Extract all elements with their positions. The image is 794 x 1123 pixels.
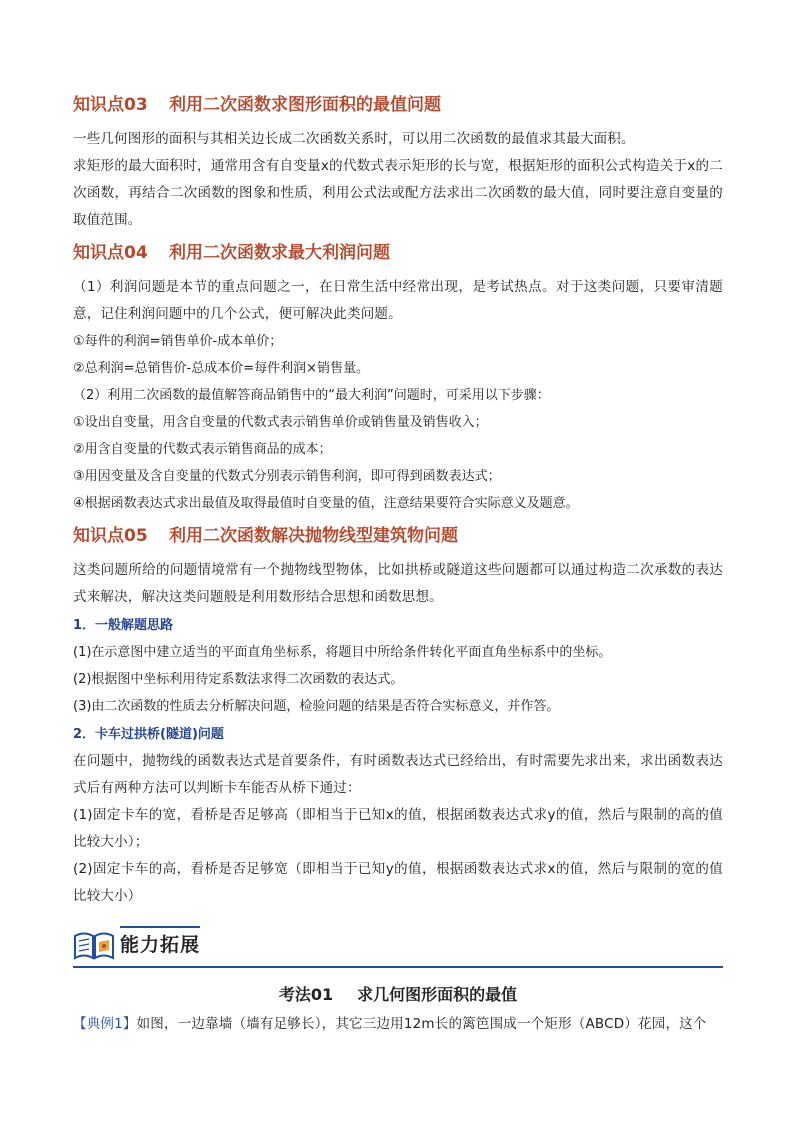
heading-number: 知识点05: [73, 526, 148, 546]
paragraph: 一些几何图形的面积与其相关边长成二次函数关系时，可以用二次函数的最值求其最大面积。: [73, 131, 635, 147]
list-item: ②用含自变量的代数式表示销售商品的成本；: [73, 442, 332, 457]
heading-number: 知识点04: [73, 243, 148, 263]
section-banner: [73, 924, 723, 968]
list-item: ④根据函数表达式求出最值及取得最值时自变量的值，注意结果要符合实际意义及题意。: [73, 496, 579, 511]
heading-k5: [73, 523, 723, 549]
list-item: (1)固定卡车的宽，看桥是否足够高（即相当于已知x的值，根据函数表达式求y的值，然后与限制的高的值比较大小）；: [73, 807, 723, 850]
method-number: 考法01: [278, 985, 334, 1004]
method-name: 求几何图形面积的最值: [357, 985, 518, 1004]
paragraph: （1）利润问题是本节的重点问题之一，在日常生活中经常出现，是考试热点。对于这类问题，只要审清题意，记住利润问题中的几个公式，便可解决此类问题。: [73, 279, 723, 322]
method-title: [73, 982, 723, 1005]
list-item: (1)在示意图中建立适当的平面直角坐标系，将题目中所给条件转化平面直角坐标系中的坐标。: [73, 645, 612, 660]
example-paragraph: [73, 1011, 723, 1038]
heading-k4: [73, 240, 723, 266]
heading-k3: [73, 92, 723, 118]
subheading: 1．一般解题思路: [73, 618, 174, 633]
list-item: ③用因变量及含自变量的代数式分别表示销售利润，即可得到函数表达式；: [73, 469, 501, 484]
paragraph: 求矩形的最大面积时，通常用含有自变量x的代数式表示矩形的长与宽，根据矩形的面积公式构造关于x的二次函数，再结合二次函数的图象和性质，利用公式法或配方法求出二次函数的最大值，同时要注意自变量的取值范围。: [73, 158, 723, 228]
paragraph: 这类问题所给的问题情境常有一个抛物线型物体，比如拱桥或隧道这些问题都可以通过构造二次承数的表达式来解决，解决这类问题般是利用数形结合思想和函数思想。: [73, 562, 723, 605]
example-text: 如图，一边靠墙（墙有足够长），其它三边用12m长的篱笆围成一个矩形（ABCD）花园，这个: [136, 1016, 707, 1032]
list-item: (2)固定卡车的高，看桥是否足够宽（即相当于已知y的值，根据函数表达式求x的值，然后与限制的宽的值比较大小）: [73, 861, 723, 904]
paragraph: 在问题中，抛物线的函数表达式是首要条件，有时函数表达式已经给出，有时需要先求出来，求出函数表达式后有两种方法可以判断卡车能否从桥下通过：: [73, 753, 723, 796]
open-book-icon: [73, 928, 115, 962]
paragraph: （2）利用二次函数的最值解答商品销售中的“最大利润”问题时，可采用以下步骤：: [73, 388, 550, 403]
list-item: ①设出自变量，用含自变量的代数式表示销售单价或销售量及销售收入；: [73, 415, 488, 430]
banner-title: 能力拓展: [120, 934, 201, 956]
heading-title: 利用二次函数解决抛物线型建筑物问题: [169, 526, 458, 546]
heading-title: 利用二次函数求图形面积的最值问题: [169, 95, 441, 115]
list-item: (2)根据图中坐标利用待定系数法求得二次函数的表达式。: [73, 672, 404, 687]
subheading: 2．卡车过拱桥(隧道)问题: [73, 727, 224, 742]
list-item: (3)由二次函数的性质去分析解决问题，检验问题的结果是否符合实标意义，并作答。: [73, 699, 560, 714]
heading-title: 利用二次函数求最大利润问题: [169, 243, 390, 263]
list-item: ①每件的利润=销售单价-成本单价；: [73, 334, 283, 349]
heading-number: 知识点03: [73, 95, 148, 115]
document-page: [73, 92, 723, 1038]
example-tag: 【典例1】: [73, 1016, 137, 1032]
list-item: ②总利润=总销售价-总成本价=每件利润×销售量。: [73, 361, 370, 376]
